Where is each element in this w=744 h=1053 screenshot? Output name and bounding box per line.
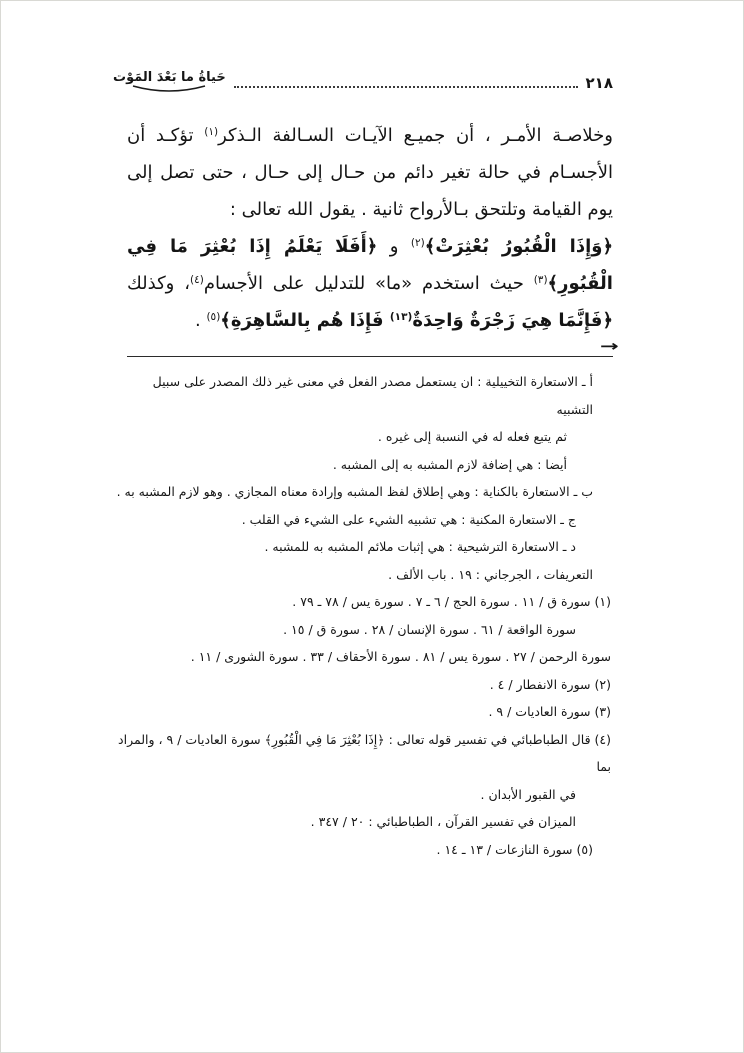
- footnote-line: الميزان في تفسير القرآن ، الطباطبائي : ٢٠ / ٣٤٧ .: [310, 814, 576, 829]
- book-title-logo: [113, 71, 226, 93]
- footnote-line: ب ـ الاستعارة بالكناية : وهي إطلاق لفظ المشبه وإرادة معناه المجازي . وهو لازم المشبه به .: [116, 484, 593, 499]
- footnote-ref-3: (٣): [533, 274, 548, 286]
- page-header: [113, 55, 613, 93]
- footnote-separator: [127, 337, 619, 357]
- quran-verse-3-cont: فَإِذَا هُم بِالسَّاهِرَةِ﴾: [220, 310, 390, 331]
- footnote-ref-4: (٤): [190, 274, 204, 286]
- footnote-line: سورة الرحمن / ٢٧ . سورة يس / ٨١ . سورة الأحقاف / ٣٣ . سورة الشورى / ١١ .: [190, 649, 611, 664]
- body-run: و: [377, 236, 411, 257]
- footnote-line: سورة الواقعة / ٦١ . سورة الإنسان / ٢٨ . سورة ق / ١٥ .: [283, 621, 576, 637]
- body-run: حيث استخدم «ما» للتدليل على الأجسام: [203, 273, 534, 294]
- main-text: [127, 117, 613, 339]
- footnote-line: (٣) سورة العاديات / ٩ .: [488, 704, 611, 719]
- body-run: .: [194, 310, 207, 331]
- footnote-line: (٢) سورة الانفطار / ٤ .: [489, 676, 611, 692]
- footnote-ref-1: (١): [204, 126, 219, 138]
- aya-number: (١٣): [389, 311, 413, 323]
- book-title-text: حَياةُ ما بَعْدَ المَوْت: [113, 69, 226, 85]
- footnote-line: ج ـ الاستعارة المكنية : هي تشبيه الشيء على الشيء في القلب .: [241, 511, 576, 527]
- body-run: تؤكـد أن الأجسـام في حالة تغير دائم من حـال إلى حـال ، حتى تصل إلى يوم القيامة وتلتحق بـالأرواح ثانية . يقول الله تعالى :: [127, 125, 613, 220]
- footnote-line: د ـ الاستعارة الترشيحية : هي إثبات ملائم المشبه به للمشبه .: [264, 539, 576, 554]
- page-number: ٢١٨: [585, 74, 613, 92]
- body-run: ، وكذلك: [127, 273, 191, 294]
- footnote-line: أيضا : هي إضافة لازم المشبه به إلى المشبه .: [332, 456, 567, 472]
- quran-verse-3: ﴿فَإِنَّمَا هِيَ زَجْرَةٌ وَاحِدَةٌ: [412, 310, 613, 331]
- footnotes-section: [113, 368, 613, 863]
- continuation-arrow-icon: →: [600, 337, 619, 355]
- footnote-line: (٤) قال الطباطبائي في تفسير قوله تعالى : ﴿إِذَا بُعْثِرَ مَا فِي الْقُبُورِ﴾ سورة العاديات / ٩ ، والمراد بما: [118, 731, 611, 774]
- footnote-line: (٥) سورة النازعات / ١٣ ـ ١٤ .: [436, 841, 593, 857]
- quran-verse-1: ﴿وَإِذَا الْقُبُورُ بُعْثِرَتْ﴾: [424, 236, 613, 257]
- footnote-ref-5: (٥): [206, 311, 221, 323]
- header-dotted-leader: [234, 86, 578, 88]
- footnote-line: ثم يتبع فعله له في النسبة إلى غيره .: [377, 429, 567, 444]
- body-run: وخلاصـة الأمـر ، أن جميـع الآيـات السـالفة الـذكر: [218, 125, 613, 146]
- footnote-ref-2: (٢): [410, 237, 425, 249]
- paragraph-summary: [127, 117, 613, 228]
- quran-verse-2: ﴿أَفَلَا يَعْلَمُ إِذَا بُعْثِرَ مَا فِي الْقُبُورِ﴾: [127, 236, 613, 294]
- footnote-line: (١) سورة ق / ١١ . سورة الحج / ٦ ـ ٧ . سورة يس / ٧٨ ـ ٧٩ .: [292, 594, 611, 609]
- footnote-line: في القبور الأبدان .: [480, 786, 576, 802]
- paragraph-verses: [127, 228, 613, 339]
- footnote-line: التعريفات ، الجرجاني : ١٩ . باب الألف .: [388, 566, 593, 582]
- footnote-line: أ ـ الاستعارة التخييلية : ان يستعمل مصدر الفعل في معنى غير ذلك المصدر على سبيل التشبيه: [152, 374, 593, 417]
- logo-underline-swash-icon: [130, 84, 208, 93]
